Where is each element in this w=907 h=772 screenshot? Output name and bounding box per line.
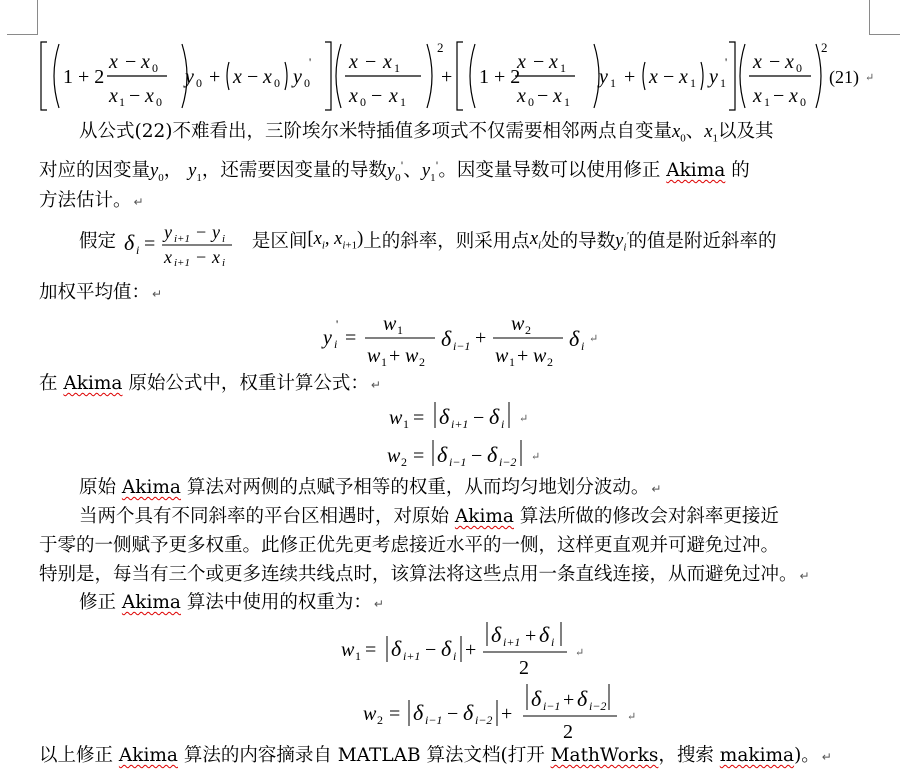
svg-text:=: = [413, 407, 425, 429]
svg-text:=: = [345, 327, 357, 349]
svg-text:−: − [425, 639, 437, 661]
term-akima: Akima [121, 477, 181, 498]
svg-text:1 + 2: 1 + 2 [479, 66, 521, 88]
svg-text:x: x [785, 51, 794, 73]
svg-text:δ: δ [441, 636, 452, 661]
svg-text:1: 1 [381, 355, 387, 369]
svg-text:1: 1 [690, 76, 696, 90]
svg-text:i: i [501, 417, 505, 431]
svg-text:2: 2 [419, 355, 425, 369]
svg-text:x: x [233, 66, 242, 88]
para2-line1: 假定 δ i = y i+1 − y i x i+1 − x i 是区间[$x_i$, $x_{i+1}$)上的斜率，则采用点$x_i$处的导数$y_i'$的值是附近斜率的 [79, 218, 777, 266]
svg-text:i−2: i−2 [499, 455, 517, 469]
svg-text:↵: ↵ [627, 711, 637, 723]
svg-text:+: + [475, 327, 487, 349]
svg-text:1: 1 [509, 355, 515, 369]
svg-text:=: = [413, 445, 425, 467]
svg-text:x: x [753, 85, 762, 107]
term-akima: Akima [63, 373, 123, 394]
document-page [39, 0, 875, 772]
svg-text:y: y [163, 222, 172, 242]
svg-text:1: 1 [400, 95, 406, 109]
svg-text:0: 0 [528, 95, 534, 109]
svg-text:δ: δ [569, 326, 580, 351]
svg-text:x: x [145, 85, 154, 107]
svg-text:↵: ↵ [589, 333, 599, 345]
svg-text:i−2: i−2 [589, 699, 607, 713]
slope-definition [122, 218, 252, 269]
svg-text:δ: δ [413, 700, 424, 725]
para5-line3: 特别是，每当有三个或更多连续共线点时，该算法将这些点用一条直线连接，从而避免过冲。 ↵ [39, 564, 810, 585]
svg-text:2: 2 [401, 455, 407, 469]
svg-text:=: = [365, 639, 377, 661]
svg-text:x: x [753, 51, 762, 73]
para3-line: 在 Akima 原始公式中，权重计算公式： ↵ [39, 373, 381, 394]
svg-text:+: + [389, 345, 401, 367]
svg-text:x: x [109, 51, 118, 73]
term-mathworks: MathWorks [550, 745, 659, 766]
svg-text:x: x [141, 51, 150, 73]
equation-w1-modified [339, 618, 599, 678]
para6-line: 修正 Akima 算法中使用的权重为： ↵ [79, 592, 384, 613]
svg-text:0: 0 [800, 95, 806, 109]
svg-text:0: 0 [156, 95, 162, 109]
svg-text:y: y [599, 66, 608, 88]
svg-text:−: − [365, 51, 377, 73]
svg-text:0: 0 [274, 76, 280, 90]
equation-w2-modified-denominator [523, 711, 643, 744]
svg-text:i+1: i+1 [173, 257, 190, 269]
svg-text:δ: δ [489, 404, 500, 429]
svg-text:2: 2 [525, 323, 531, 337]
svg-text:δ: δ [531, 686, 542, 711]
page-corner-mark-right [869, 0, 900, 35]
svg-text:2: 2 [821, 40, 828, 55]
svg-text:w: w [341, 639, 355, 661]
svg-text:−: − [773, 85, 785, 107]
svg-text:x: x [163, 247, 172, 267]
svg-text:=: = [389, 703, 401, 725]
svg-text:i−1: i−1 [425, 713, 443, 727]
svg-text:−: − [195, 247, 207, 267]
svg-text:1: 1 [397, 323, 403, 337]
svg-text:i+1: i+1 [451, 417, 469, 431]
svg-text:2: 2 [563, 721, 573, 743]
svg-text:δ: δ [577, 686, 588, 711]
svg-text:': ' [725, 55, 728, 69]
svg-text:i: i [135, 243, 140, 257]
svg-text:x: x [549, 51, 558, 73]
svg-text:δ: δ [437, 442, 448, 467]
svg-text:1: 1 [355, 649, 361, 663]
svg-text:y: y [185, 66, 194, 88]
svg-text:i: i [453, 649, 457, 663]
svg-text:−: − [247, 66, 259, 88]
para2-line2: 加权平均值： ↵ [39, 282, 163, 303]
svg-text:↵: ↵ [865, 72, 875, 84]
svg-text:w: w [533, 345, 547, 367]
svg-text:w: w [511, 313, 525, 335]
term-akima: Akima [121, 592, 181, 613]
svg-text:i+1: i+1 [403, 649, 421, 663]
svg-text:δ: δ [463, 700, 474, 725]
svg-text:i+1: i+1 [503, 635, 521, 649]
svg-text:1: 1 [403, 417, 409, 431]
equation-21 [39, 38, 879, 114]
svg-text:+: + [563, 689, 575, 711]
svg-text:x: x [211, 247, 220, 267]
svg-text:x: x [349, 51, 358, 73]
svg-text:i−1: i−1 [453, 339, 471, 353]
para7-line: 以上修正 Akima 算法的内容摘录自 MATLAB 算法文档(打开 MathWorks，搜索 makima)。 ↵ [39, 745, 832, 766]
svg-text:i−1: i−1 [543, 699, 561, 713]
svg-text:i: i [221, 233, 225, 245]
svg-text:↵: ↵ [531, 451, 541, 463]
svg-text:i: i [581, 339, 585, 353]
svg-text:−: − [533, 51, 545, 73]
svg-text:+: + [517, 345, 529, 367]
svg-text:x: x [553, 85, 562, 107]
svg-text:+: + [441, 66, 453, 88]
svg-text:1 + 2: 1 + 2 [63, 66, 105, 88]
svg-text:δ: δ [391, 636, 402, 661]
para5-line2: 于零的一侧赋予更多权重。此修正优先更考虑接近水平的一侧，这样更直观并可避免过冲。 [39, 535, 780, 556]
page-corner-mark-left [7, 0, 38, 35]
svg-text:+: + [624, 66, 636, 88]
svg-text:δ: δ [123, 230, 135, 255]
svg-text:0: 0 [796, 61, 802, 75]
term-makima: makima [719, 745, 795, 766]
svg-text:1: 1 [560, 61, 566, 75]
svg-text:y: y [709, 66, 718, 88]
svg-text:i: i [221, 257, 225, 269]
svg-text:1: 1 [610, 76, 616, 90]
svg-text:δ: δ [441, 326, 452, 351]
svg-text:y: y [211, 222, 220, 242]
svg-text:i: i [551, 635, 555, 649]
svg-text:↵: ↵ [519, 413, 529, 425]
svg-text:−: − [537, 85, 549, 107]
svg-text:2: 2 [377, 713, 383, 727]
svg-text:1: 1 [119, 95, 125, 109]
equation-w1-original [387, 398, 547, 432]
equation-weighted-average [321, 308, 601, 368]
svg-text:−: − [769, 51, 781, 73]
svg-text:2: 2 [547, 355, 553, 369]
svg-text:δ: δ [539, 622, 550, 647]
term-akima: Akima [454, 506, 514, 527]
svg-text:i+1: i+1 [173, 233, 190, 245]
term-akima: Akima [666, 160, 726, 182]
svg-text:+: + [525, 625, 537, 647]
svg-text:δ: δ [491, 622, 502, 647]
svg-text:w: w [363, 703, 377, 725]
svg-text:': ' [309, 55, 312, 69]
svg-text:=: = [143, 233, 156, 255]
svg-text:x: x [649, 66, 658, 88]
svg-text:+: + [501, 703, 513, 725]
svg-text:δ: δ [487, 442, 498, 467]
svg-text:−: − [447, 703, 459, 725]
svg-text:i−1: i−1 [449, 455, 467, 469]
svg-text:0: 0 [304, 76, 310, 90]
svg-text:y: y [323, 327, 332, 349]
para1-line1: 从公式(22)不难看出，三阶埃尔米特插值多项式不仅需要相邻两点自变量$x_0$、$x_1$以及其 [79, 121, 774, 145]
para1-line3: 方法估计。 ↵ [39, 190, 144, 211]
svg-text:−: − [195, 222, 207, 242]
svg-text:x: x [383, 51, 392, 73]
svg-text:x: x [389, 85, 398, 107]
para1-line2: 对应的因变量$y_0$， $y_1$，还需要因变量的导数$y_0'$、$y_1'$。因变量导数可以使用修正 Akima 的 [39, 160, 750, 184]
svg-text:1: 1 [564, 95, 570, 109]
svg-text:': ' [336, 317, 339, 331]
equation-number: (21) [829, 67, 859, 87]
svg-text:+: + [209, 66, 221, 88]
svg-text:w: w [495, 345, 509, 367]
svg-text:↵: ↵ [575, 647, 585, 659]
svg-text:w: w [367, 345, 381, 367]
para4-line: 原始 Akima 算法对两侧的点赋予相等的权重，从而均匀地划分波动。 ↵ [79, 477, 662, 498]
svg-text:y: y [293, 66, 302, 88]
svg-text:x: x [789, 85, 798, 107]
svg-text:−: − [125, 51, 137, 73]
svg-text:0: 0 [360, 95, 366, 109]
svg-text:−: − [371, 85, 383, 107]
svg-text:x: x [109, 85, 118, 107]
svg-text:i: i [334, 337, 338, 351]
svg-text:x: x [517, 85, 526, 107]
svg-text:δ: δ [439, 404, 450, 429]
svg-text:1: 1 [720, 76, 726, 90]
equation-w2-original [385, 436, 555, 470]
svg-text:x: x [263, 66, 272, 88]
svg-text:w: w [387, 445, 401, 467]
term-akima: Akima [118, 745, 178, 766]
svg-text:−: − [473, 407, 485, 429]
svg-text:2: 2 [437, 40, 444, 55]
svg-text:i−2: i−2 [475, 713, 493, 727]
svg-text:0: 0 [196, 76, 202, 90]
para5-line1: 当两个具有不同斜率的平台区相遇时，对原始 Akima 算法所做的修改会对斜率更接近 [79, 506, 779, 527]
svg-text:1: 1 [394, 61, 400, 75]
svg-text:w: w [405, 345, 419, 367]
svg-text:x: x [679, 66, 688, 88]
svg-text:−: − [471, 445, 483, 467]
svg-text:0: 0 [152, 61, 158, 75]
svg-text:+: + [465, 639, 477, 661]
svg-text:w: w [383, 313, 397, 335]
svg-text:w: w [389, 407, 403, 429]
svg-text:x: x [349, 85, 358, 107]
svg-text:x: x [517, 51, 526, 73]
svg-text:−: − [663, 66, 675, 88]
svg-text:2: 2 [519, 657, 529, 679]
svg-text:1: 1 [764, 95, 770, 109]
svg-text:−: − [129, 85, 141, 107]
